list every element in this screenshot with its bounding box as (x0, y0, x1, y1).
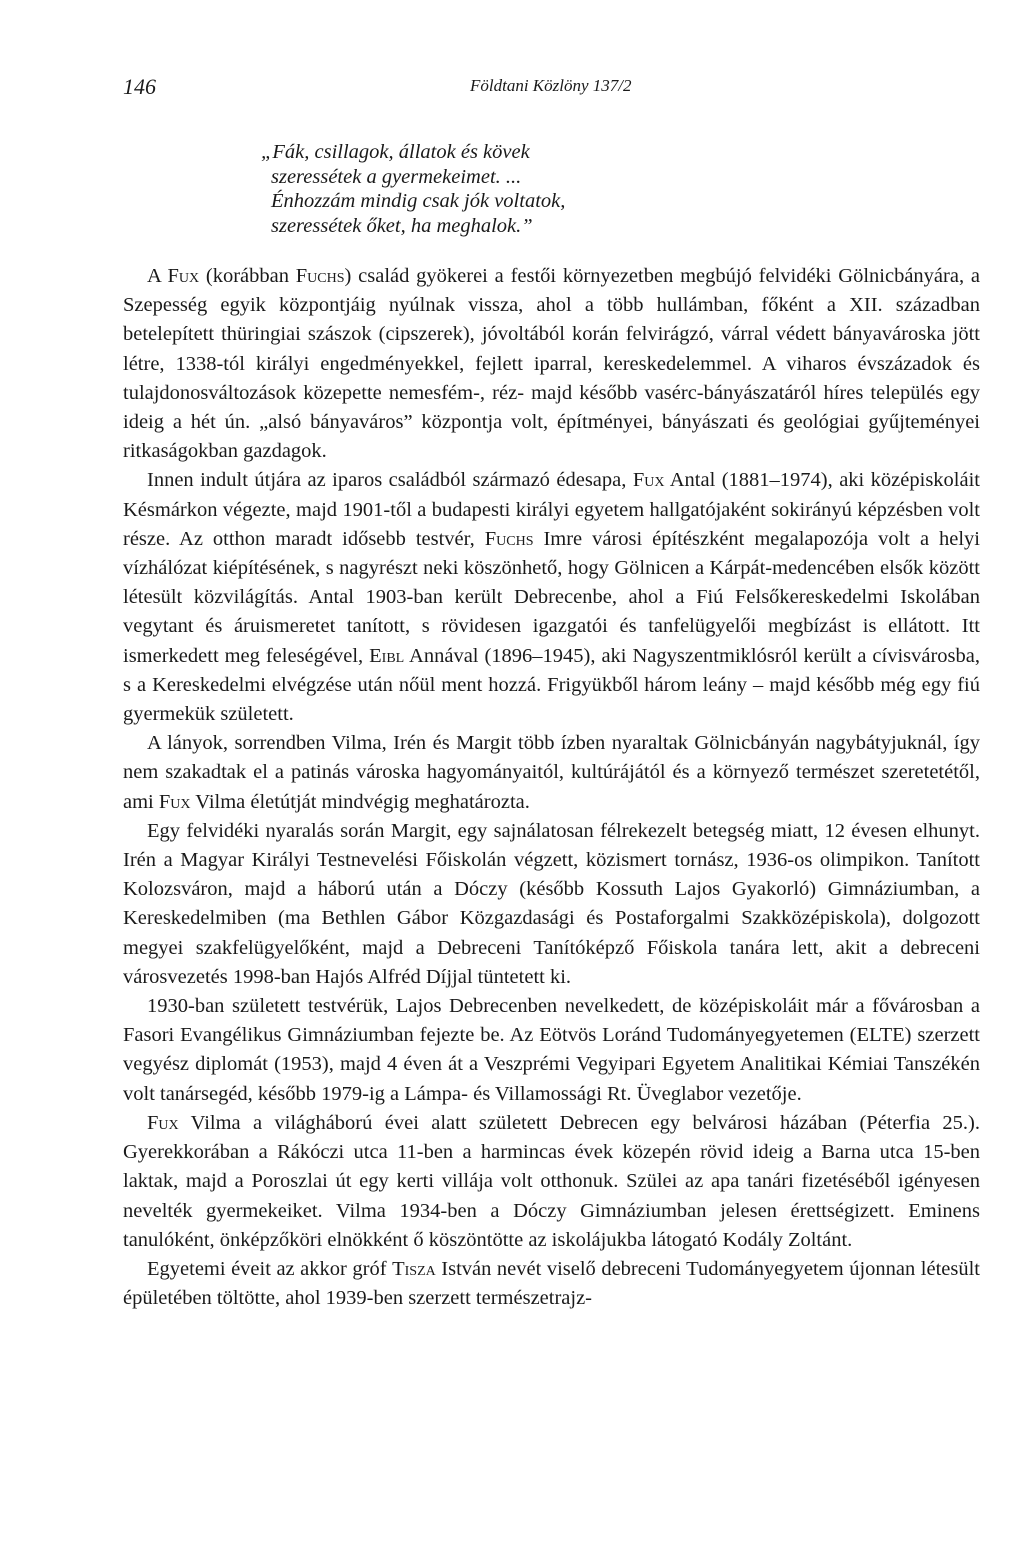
paragraph (123, 992, 980, 1109)
article-body (123, 262, 980, 1313)
page-number: 146 (123, 74, 156, 99)
text-run: Antal (1881–1974), aki középiskoláit Késmárkon végezte, majd 1901-től a budapesti királyi egyetem hallgatójaként sokirányú képzésben volt része. Az otthon maradt idősebb testvér, (123, 469, 980, 550)
name-smallcaps: Fux (167, 265, 200, 287)
text-run: 1930-ban született testvérük, Lajos Debrecenben nevelkedett, de középiskoláit már a fővárosban a Fasori Evangélikus Gimnáziumban fejezte be. Az Eötvös Loránd Tudományegyetemen (ELTE) szerzett vegyész diplomát (1953), majd 4 éven át a Veszprémi Vegyipari Egyetem Analitikai Kémiai Tanszékén volt tanársegéd, később 1979-ig a Lámpa- és Villamossági Rt. Üveglabor vezetője. (123, 995, 980, 1105)
text-run: Egyetemi éveit az akkor gróf (147, 1257, 393, 1280)
text-run: A (147, 265, 168, 287)
name-smallcaps: Fux (158, 790, 191, 813)
text-run: (korábban (199, 265, 296, 287)
text-run: A lányok, sorrendben Vilma, Irén és Margit több ízben nyaraltak Gölnicbányán nagybátyjuknál, így nem szakadtak el a patinás városka hagyományaitól, kultúrájától és a környező természet szeretetétől, ami (123, 732, 980, 813)
paragraph (123, 1255, 980, 1313)
paragraph (123, 817, 980, 992)
epigraph-line: szeressétek őket, ha meghalok.” (271, 214, 533, 237)
epigraph-line: Énhozzám mindig csak jók voltatok, (271, 190, 566, 213)
text-run: Imre városi építészként megalapozója volt a helyi vízhálózat kiépítésének, s nagyrészt neki köszönhető, hogy Gölnicen a Kárpát-medencében elsők között létesült közvilágítás. Antal 1903-ban került Debrecenbe, ahol a Fiú Felsőkereskedelmi Iskolában vegytant és áruismeretet tanított, s rövidesen igazgatói és tanfelügyelői megbízást is ellátott. Itt ismerkedett meg feleségével, (123, 527, 980, 667)
epigraph-line: „Fák, csillagok, állatok és kövek (261, 141, 530, 163)
text-run: Vilma a világháború évei alatt született Debrecen egy belvárosi házában (Péterfia 25.). Gyerekkorában a Rákóczi utca 11-ben a harmincas évek közepén rövid ideig a Barna utca 15-ben laktak, majd a Poroszlai út egy kerti villája volt otthonuk. Szülei az apa tanári fizetéséből igényesen nevelték gyermekeiket. Vilma 1934-ben a Dóczy Gimnáziumban jelesen érettségizett. Eminens tanulóként, önképzőköri elnökként ő köszöntötte az iskolájukba látogató Kodály Zoltánt. (123, 1111, 980, 1251)
epigraph-line: szeressétek a gyermekeimet. ... (271, 165, 522, 188)
text-run: Annával (1896–1945), aki Nagyszentmiklósról került a cívisvárosba, s a Kereskedelmi elvégzése után nőül ment hozzá. Frigyükből három leány – majd később még egy fiú gyermekük született. (123, 644, 980, 726)
journal-title: Földtani Közlöny 137/2 (470, 76, 632, 95)
epigraph (261, 140, 781, 238)
text-run: István nevét viselő debreceni Tudományegyetem újonnan létesült épületében töltötte, ahol 1939-ben szerzett természetrajz- (123, 1257, 980, 1310)
name-smallcaps: Fuchs (295, 265, 345, 287)
name-smallcaps: Fux (632, 469, 665, 492)
name-smallcaps: Eibl (369, 644, 405, 667)
paragraph (123, 262, 980, 466)
name-smallcaps: Fuchs (484, 527, 534, 550)
text-run: Egy felvidéki nyaralás során Margit, egy sajnálatosan félrekezelt betegség miatt, 12 évesen elhunyt. Irén a Magyar Királyi Testnevelési Főiskolán végzett, közismert tornász, 1936-os olimpikon. Tanított Kolozsváron, majd a háború után a Dóczy (később Kossuth Lajos Gyakorló) Gimnáziumban, a Kereskedelmiben (ma Bethlen Gábor Közgazdasági és Postaforgalmi Szakközépiskola), dolgozott megyei szakfelügyelőként, majd a Debreceni Tanítóképző Főiskola tanára lett, akit a debreceni városvezetés 1998-ban Hajós Alfréd Díjjal tüntetett ki. (123, 819, 980, 988)
text-run: Innen indult útjára az iparos családból származó édesapa, (147, 469, 633, 492)
name-smallcaps: Fux (147, 1111, 179, 1134)
paragraph (123, 729, 980, 817)
text-run: ) család gyökerei a festői környezetben megbújó felvidéki Gölnicbányára, a Szepesség egyik központjáig nyúlnak vissza, ahol a több hullámban, főként a XII. században betelepített thüringiai szászok (cipszerek), jóvoltából korán felvirágzó, várral védett bányavároska jött létre, 1338-tól királyi engedményekkel, fejlett iparral, kereskedelemmel. A viharos évszázadok és tulajdonosváltozások közepette nemesfém-, réz- majd később vasérc-bányászatáról híres település egy ideig a hét ún. „alsó bányaváros” központja volt, építményei, bányászati és geológiai gyűjteményei ritkaságokban gazdagok. (123, 265, 980, 463)
name-smallcaps: Tisza (392, 1257, 436, 1280)
running-header (123, 74, 983, 102)
paragraph (123, 466, 980, 729)
text-run: Vilma életútját mindvégig meghatározta. (190, 790, 530, 813)
paragraph (123, 1109, 980, 1255)
